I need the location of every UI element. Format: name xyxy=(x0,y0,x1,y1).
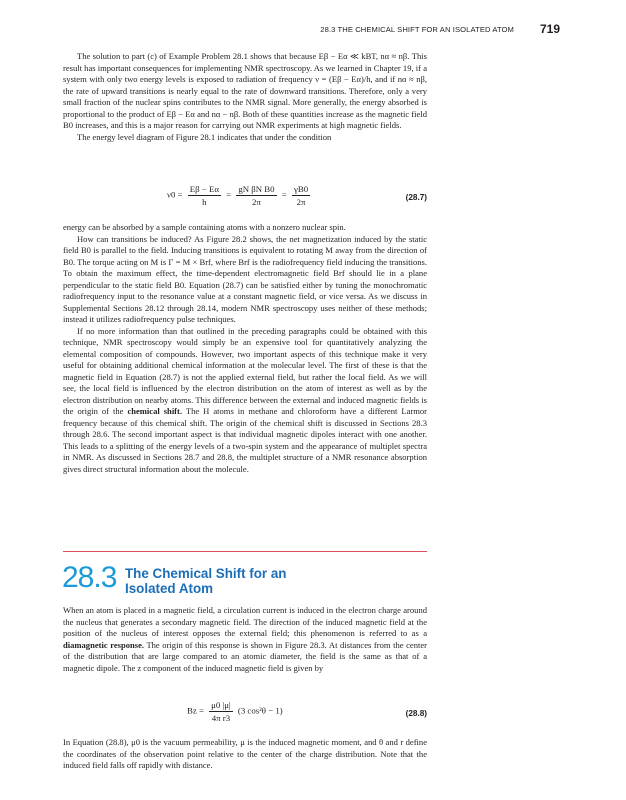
equation-rhs: (3 cos²θ − 1) xyxy=(237,705,283,716)
body-text-bottom xyxy=(63,737,427,772)
section-title-line: The Chemical Shift for an xyxy=(125,566,287,581)
page-number: 719 xyxy=(539,22,560,36)
equals-sign: = xyxy=(281,189,287,200)
equation-lhs: Bz = xyxy=(187,705,204,716)
key-term: chemical shift. xyxy=(127,406,183,416)
fraction xyxy=(188,184,221,207)
section-title-line: Isolated Atom xyxy=(125,581,214,596)
equation-28-8 xyxy=(63,700,427,732)
section-divider xyxy=(63,551,427,552)
fraction-denominator: h xyxy=(202,197,207,207)
running-head: 28.3 THE CHEMICAL SHIFT FOR AN ISOLATED ATOM xyxy=(320,25,514,34)
fraction-denominator: 2π xyxy=(296,197,306,207)
paragraph xyxy=(63,326,427,476)
section-title xyxy=(125,566,286,596)
paragraph-text: The origin of this response is shown in Figure 28.3. At distances from the center of the distribution that are large compared to an atomic diameter, the field is the same as that of a magnetic dipole. The z component of the induced magnetic field is given by xyxy=(63,639,428,673)
fraction xyxy=(236,184,276,207)
paragraph-text: When an atom is placed in a magnetic field, a circulation current is induced in the electron charge around the nucleus that generates a secondary magnetic field. The direction of the induced magnetic field at the position of the nucleus of interest opposes the external field; this phenomenon is referred to as a xyxy=(63,605,427,638)
body-text-top xyxy=(63,51,427,143)
fraction-numerator: μ0 |μ| xyxy=(211,700,231,710)
paragraph: The solution to part (c) of Example Problem 28.1 shows that because Eβ − Eα ≪ kBT, nα ≈ nβ. This result has important consequences for implementing NMR spectroscopy. As we learned in Chapter 19, if a system with only two energy levels is exposed to radiation of frequency ν = (Eβ − Eα)/h, and if nα ≈ nβ, the rate of upward transitions is nearly equal to the rate of downward transitions. Therefore, only a very small fraction of the nuclear spins contributes to the NMR signal. More generally, the energy absorbed is proportional to the product of Eβ − Eα and nα − nβ. Both of these quantities increase as the magnetic field B0 increases, and this is a major reason for carrying out NMR experiments at high magnetic fields. xyxy=(63,51,427,130)
paragraph: energy can be absorbed by a sample containing atoms with a nonzero nuclear spin. xyxy=(63,222,346,232)
fraction xyxy=(209,700,233,723)
paragraph-text: If no more information than that outlined in the preceding paragraphs could be obtained with this technique, NMR spectroscopy would simply be an expensive tool for quantitatively analyzing the elemental composition of compounds. However, two important aspects of this technique make it very useful for obtaining additional chemical information at the molecular level. The first of these is that the magnetic field in Equation (28.7) is not the applied external field, but rather the local field. As we will see, the local field is influenced by the electron distribution on the atom of interest as well as by the electron distribution on nearby atoms. This difference between the external and induced magnetic fields is the origin of the xyxy=(63,325,427,416)
paragraph: In Equation (28.8), μ0 is the vacuum permeability, μ is the induced magnetic moment, and θ and r define the coordinates of the observation point relative to the center of the charge distribution. Note that the induced field falls off rapidly with distance. xyxy=(63,737,427,770)
equation-number: (28.7) xyxy=(405,193,427,202)
fraction-numerator: γB0 xyxy=(293,184,309,194)
body-text-middle xyxy=(63,222,427,475)
paragraph xyxy=(63,605,427,674)
body-text-section xyxy=(63,605,427,674)
equation-lhs: ν0 = xyxy=(167,189,183,200)
fraction-denominator: 2π xyxy=(252,197,261,207)
section-number: 28.3 xyxy=(62,561,117,594)
fraction-numerator: Eβ − Eα xyxy=(189,184,219,194)
fraction-denominator: 4π r3 xyxy=(211,713,231,723)
paragraph-text: The H atoms in methane and chloroform have a different Larmor frequency because of this chemical shift. The origin of the chemical shift is discussed in Sections 28.3 through 28.6. The second important aspect is that individual magnetic dipoles interact with one another. This leads to a splitting of the energy levels of a two-spin system and the appearance of multiplet spectra in NMR. As discussed in Sections 28.7 and 28.8, the multiplet structure of a NMR resonance absorption gives direct structural information about the molecule. xyxy=(63,406,428,474)
fraction xyxy=(292,184,310,207)
paragraph: How can transitions be induced? As Figure 28.2 shows, the net magnetization induced by the static field B0 is parallel to the field. Inducing transitions is equivalent to rotating M away from the direction of B0. The torque acting on M is Γ = M × Brf, where Brf is the radiofrequency field inducing the transitions. To obtain the maximum effect, the time-dependent electromagnetic field Brf should lie in a plane perpendicular to the static field B0. Equation (28.7) can be satisfied either by tuning the monochromatic radiofrequency input to the resonance value at a constant magnetic field, or vice versa. As we discuss in Supplemental Sections 28.12 through 28.14, modern NMR spectroscopy uses neither of these methods; instead it utilizes radiofrequency pulse techniques. xyxy=(63,233,427,324)
equation-number: (28.8) xyxy=(405,709,427,718)
page-header xyxy=(60,24,560,38)
fraction-numerator: gN βN B0 xyxy=(238,184,275,194)
equals-sign: = xyxy=(226,189,232,200)
key-term: diamagnetic response. xyxy=(63,639,145,650)
paragraph: The energy level diagram of Figure 28.1 indicates that under the condition xyxy=(77,131,332,142)
equation-28-7 xyxy=(63,184,427,218)
